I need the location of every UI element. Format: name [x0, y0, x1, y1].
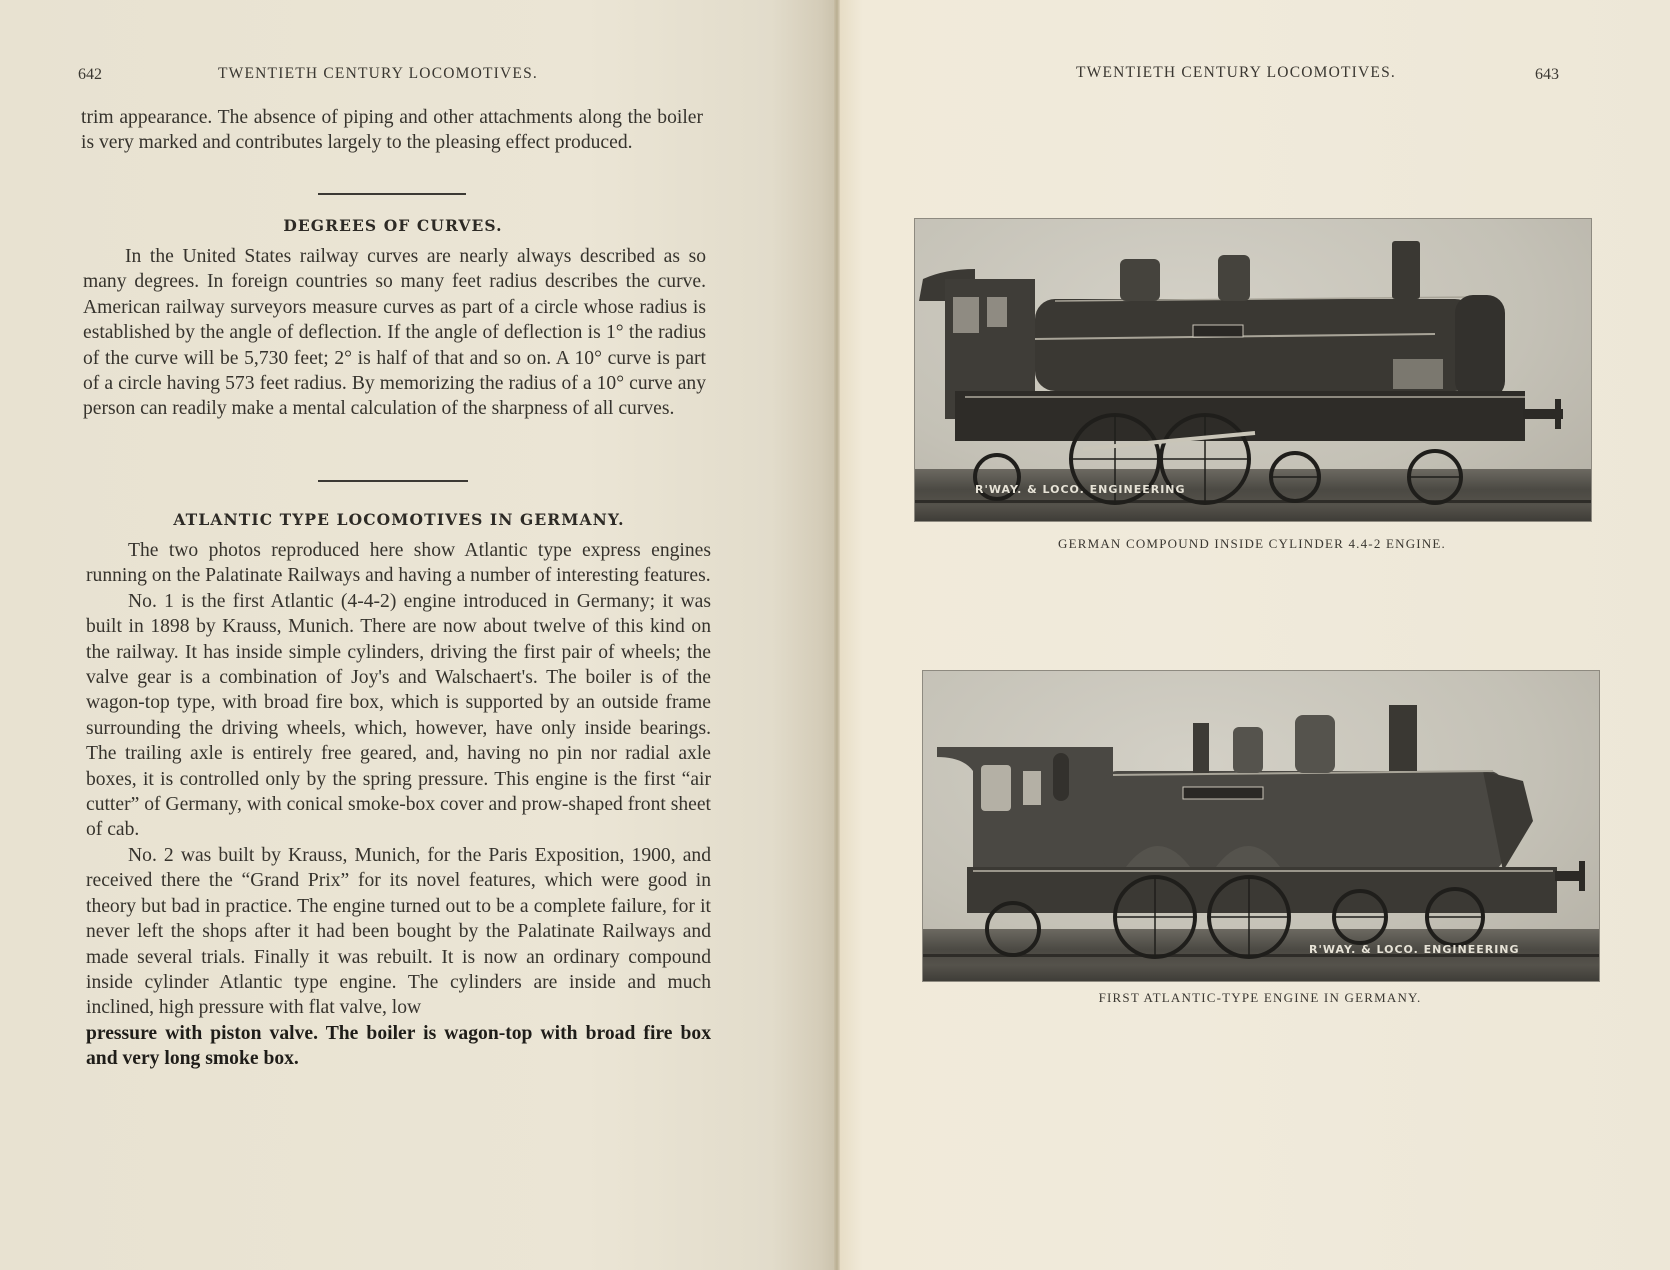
- page-number-left: 642: [78, 66, 102, 83]
- paragraph-bold: pressure with piston valve. The boiler is wagon-top with broad fire box and very long smoke box.: [86, 1022, 711, 1070]
- page-number-right: 643: [1535, 66, 1559, 83]
- paragraph: trim appearance. The absence of piping and other attachments along the boiler is very marked and contributes largely to the pleasing effect produced.: [81, 107, 703, 154]
- section-divider: [318, 480, 468, 482]
- right-page: [838, 0, 1670, 1270]
- photo-watermark: R'WAY. & LOCO. ENGINEERING: [1309, 943, 1520, 956]
- locomotive-photo-2: [922, 670, 1600, 982]
- book-gutter: [834, 0, 840, 1270]
- paragraph: In the United States railway curves are nearly always described as so many degrees. In foreign countries so many feet radius describes the curve. American railway surveyors measure curves as part of a circle whose radius is established by the angle of deflection. If the angle of deflection is 1° the radius of the curve will be 5,730 feet; 2° is half of that and so on. A 10° curve is part of a circle having 573 feet radius. By memorizing the radius of a 10° curve any person can readily make a mental calculation of the sharpness of all curves.: [83, 246, 706, 420]
- locomotive-illustration-icon: [915, 219, 1591, 521]
- section-body-atlantic-type: [86, 538, 711, 1072]
- figure-caption-2: FIRST ATLANTIC-TYPE ENGINE IN GERMANY.: [1098, 990, 1422, 1005]
- section-heading-atlantic-type: ATLANTIC TYPE LOCOMOTIVES IN GERMANY.: [173, 510, 625, 529]
- paragraph: The two photos reproduced here show Atlantic type express engines running on the Palatinate Railways and having a number of interesting features.: [86, 540, 711, 587]
- locomotive-illustration-icon: [923, 671, 1599, 981]
- section-heading-degrees-of-curves: DEGREES OF CURVES.: [283, 216, 503, 235]
- running-head-right: TWENTIETH CENTURY LOCOMOTIVES.: [1076, 64, 1396, 81]
- paragraph: No. 2 was built by Krauss, Munich, for the Paris Exposition, 1900, and received there the “Grand Prix” for its novel features, which were good in theory but bad in practice. The engine turned out to be a complete failure, for it never left the shops after it had been bought by the Palatinate Railways and made several trials. Finally it was rebuilt. It is now an ordinary compound inside cylinder Atlantic type engine. The cylinders are inside and much inclined, high pressure with flat valve, low: [86, 844, 711, 1019]
- continuation-paragraph: [81, 105, 703, 156]
- figure-caption-1: GERMAN COMPOUND INSIDE CYLINDER 4.4-2 ENGINE.: [1057, 536, 1446, 551]
- section-divider: [318, 193, 466, 195]
- locomotive-photo-1: [914, 218, 1592, 522]
- photo-watermark: R'WAY. & LOCO. ENGINEERING: [975, 483, 1186, 496]
- running-head-left: TWENTIETH CENTURY LOCOMOTIVES.: [218, 65, 538, 82]
- paragraph: No. 1 is the first Atlantic (4-4-2) engine introduced in Germany; it was built in 1898 by Krauss, Munich. There are now about twelve of this kind on the railway. It has inside simple cylinders, driving the first pair of wheels; the valve gear is a combination of Joy's and Walschaert's. The boiler is of the wagon-top type, with broad fire box, which is supported by an outside frame surrounding the driving wheels, which, however, have only inside bearings. The trailing axle is entirely free geared, and, having no pin nor radial axle boxes, it is controlled only by the spring pressure. This engine is the first “air cutter” of Germany, with conical smoke-box cover and prow-shaped front sheet of cab.: [86, 590, 711, 841]
- section-body-degrees-of-curves: [83, 244, 706, 422]
